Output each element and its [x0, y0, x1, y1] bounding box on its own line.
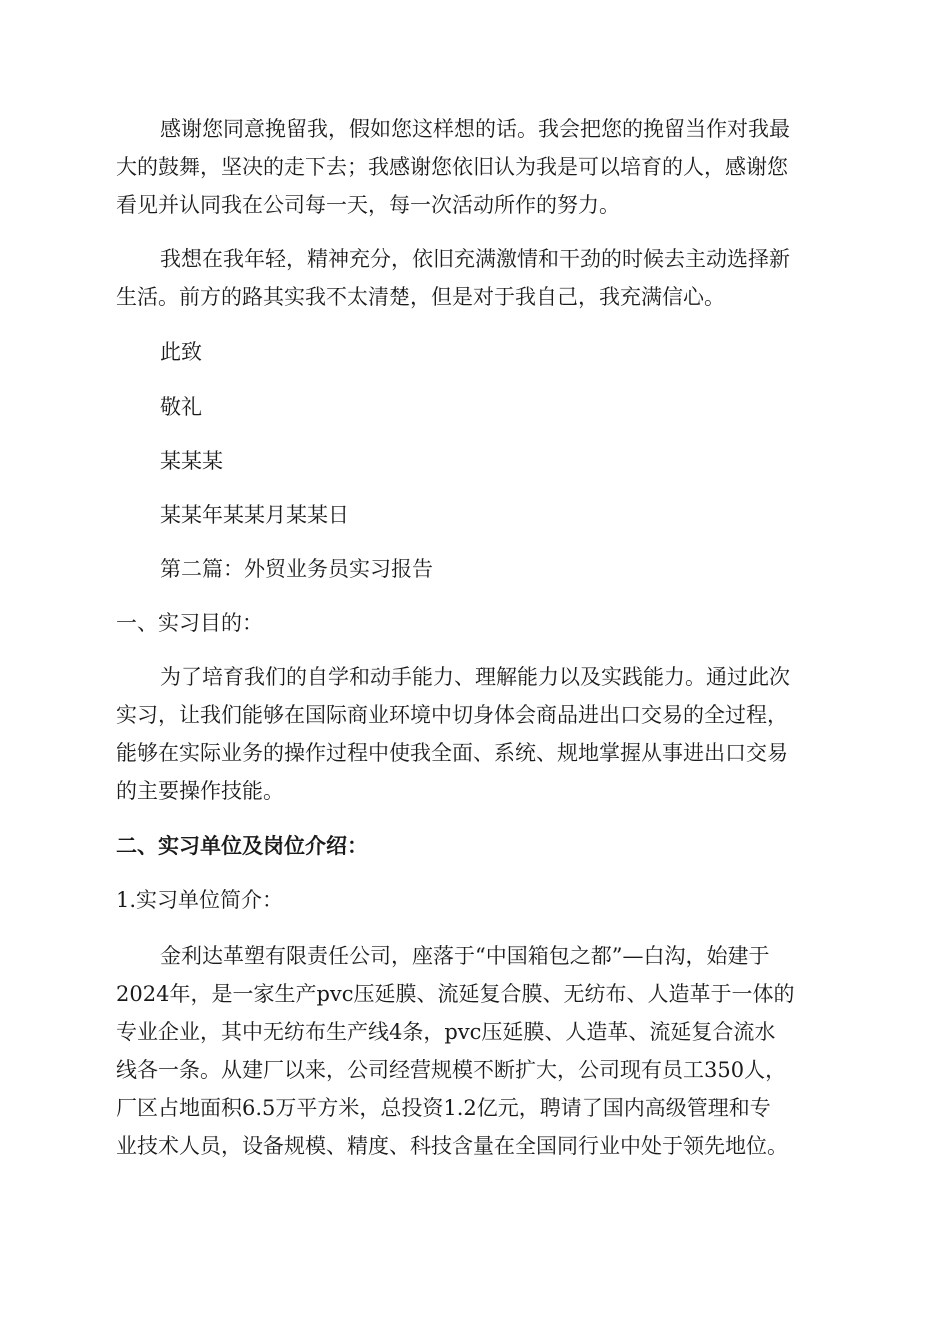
paragraph-line: 金利达革塑有限责任公司，座落于“中国箱包之都”—白沟，始建于 — [160, 944, 770, 968]
paragraph-line: 专业企业，其中无纺布生产线4条，pvc压延膜、人造革、流延复合流水 — [116, 1020, 776, 1044]
paragraph-line: 我想在我年轻，精神充分，依旧充满激情和干劲的时候去主动选择新 — [160, 247, 790, 271]
paragraph-line: 看见并认同我在公司每一天，每一次活动所作的努力。 — [116, 193, 620, 217]
paragraph-line: 能够在实际业务的操作过程中使我全面、系统、规地掌握从事进出口交易 — [116, 741, 788, 765]
chapter-title: 第二篇：外贸业务员实习报告 — [160, 557, 433, 581]
paragraph-line: 的主要操作技能。 — [116, 779, 284, 803]
closing-line: 此致 — [160, 340, 202, 364]
paragraph-line: 感谢您同意挽留我，假如您这样想的话。我会把您的挽留当作对我最 — [160, 117, 790, 141]
paragraph-line: 实习，让我们能够在国际商业环境中切身体会商品进出口交易的全过程， — [116, 703, 788, 727]
paragraph-line: 线各一条。从建厂以来，公司经营规模不断扩大，公司现有员工350人， — [116, 1058, 787, 1082]
paragraph-line: 2024年，是一家生产pvc压延膜、流延复合膜、无纺布、人造革于一体的 — [116, 982, 795, 1006]
signature: 某某某 — [160, 449, 223, 473]
paragraph-line: 生活。前方的路其实我不太清楚，但是对于我自己，我充满信心。 — [116, 285, 725, 309]
paragraph-line: 业技术人员，设备规模、精度、科技含量在全国同行业中处于领先地位。 — [116, 1134, 788, 1158]
closing-line: 敬礼 — [160, 395, 202, 419]
date: 某某年某某月某某日 — [160, 503, 349, 527]
paragraph-line: 大的鼓舞，坚决的走下去；我感谢您依旧认为我是可以培育的人，感谢您 — [116, 155, 788, 179]
section-heading: 二、实习单位及岗位介绍： — [116, 833, 368, 858]
subsection-heading: 1.实习单位简介： — [116, 888, 284, 912]
paragraph-line: 为了培育我们的自学和动手能力、理解能力以及实践能力。通过此次 — [160, 665, 790, 689]
paragraph-line: 厂区占地面积6.5万平方米，总投资1.2亿元，聘请了国内高级管理和专 — [116, 1096, 771, 1120]
section-heading: 一、实习目的： — [116, 611, 263, 635]
